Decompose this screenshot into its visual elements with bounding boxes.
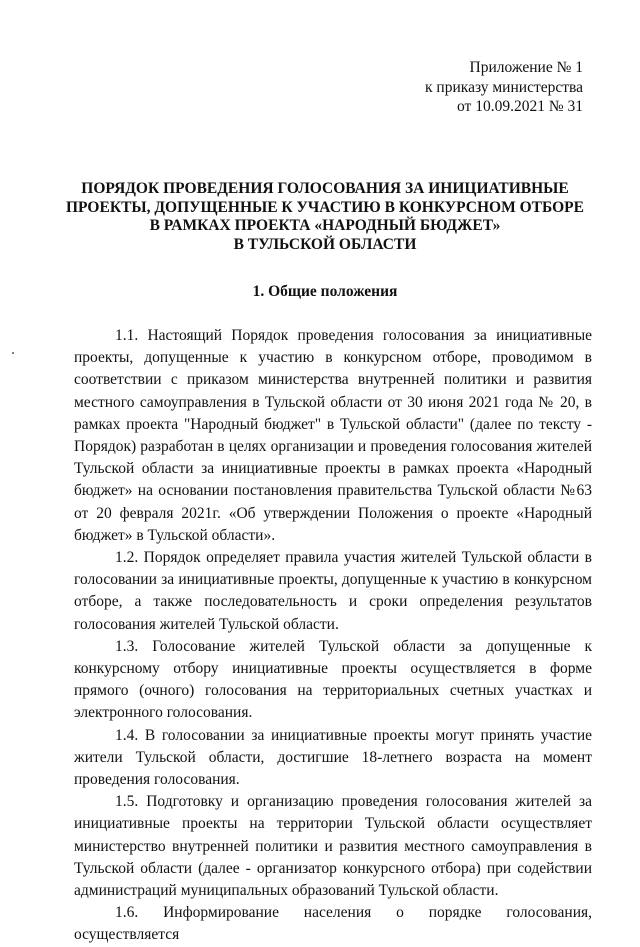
paragraph-1-2: 1.2. Порядок определяет правила участия жителей Тульской области в голосовании за инициативные проекты, допущенные к участию в конкурсном отборе, а также последовательность и сроки определения результатов голосования жителей Тульской области. <box>74 549 592 633</box>
title-line-2: ПРОЕКТЫ, ДОПУЩЕННЫЕ К УЧАСТИЮ В КОНКУРСНОМ ОТБОРЕ <box>66 198 584 216</box>
title-line-4: В ТУЛЬСКОЙ ОБЛАСТИ <box>233 235 417 253</box>
title-line-1: ПОРЯДОК ПРОВЕДЕНИЯ ГОЛОСОВАНИЯ ЗА ИНИЦИАТИВНЫЕ <box>81 180 569 197</box>
annex-number: Приложение № 1 <box>469 59 583 76</box>
document-body <box>74 325 592 947</box>
annex-order-ref: к приказу министерства <box>425 78 583 96</box>
paragraph-1-4: 1.4. В голосовании за инициативные проекты могут принять участие жители Тульской области, достигшие 18-летнего возраста на момент проведения голосования. <box>74 726 592 789</box>
section-heading: 1. Общие положения <box>252 283 398 300</box>
annex-reference <box>425 58 583 117</box>
document-title <box>60 180 590 254</box>
paragraph-1-3: 1.3. Голосование жителей Тульской области за допущенные к конкурсному отбору инициативные проекты осуществляется в форме прямого (очного) голосования на территориальных счетных участках и электронного голосования. <box>74 637 592 722</box>
annex-order-date: от 10.09.2021 № 31 <box>457 98 583 115</box>
paragraph-1-1: 1.1. Настоящий Порядок проведения голосования за инициативные проекты, допущенные к участию в конкурсном отборе, проводимом в соответствии с приказом министерства внутренней политики и развития местного самоуправления в Тульской области от 30 июня 2021 года № 20, в рамках проекта "Народный бюджет" в Тульской области" (далее по тексту - Порядок) разработан в целях организации и проведения голосования жителей Тульской области за инициативные проекты в рамках проекта «Народный бюджет» на основании постановления правительства Тульской области №63 от 20 февраля 2021г. «Об утверждении Положения о проекте «Народный бюджет» в Тульской области». <box>74 327 592 544</box>
paragraph-1-6: 1.6. Информирование населения о порядке голосования, осуществляется <box>74 904 592 944</box>
margin-mark <box>12 352 14 354</box>
title-line-3: В РАМКАХ ПРОЕКТА «НАРОДНЫЙ БЮДЖЕТ» <box>149 217 501 234</box>
paragraph-1-5: 1.5. Подготовку и организацию проведения голосования жителей за инициативные проекты на территории Тульской области осуществляет министерство внутренней политики и развития местного самоуправления в Тульской области (далее - организатор конкурсного отбора) при содействии администраций муниципальных образований Тульской области. <box>74 793 592 900</box>
